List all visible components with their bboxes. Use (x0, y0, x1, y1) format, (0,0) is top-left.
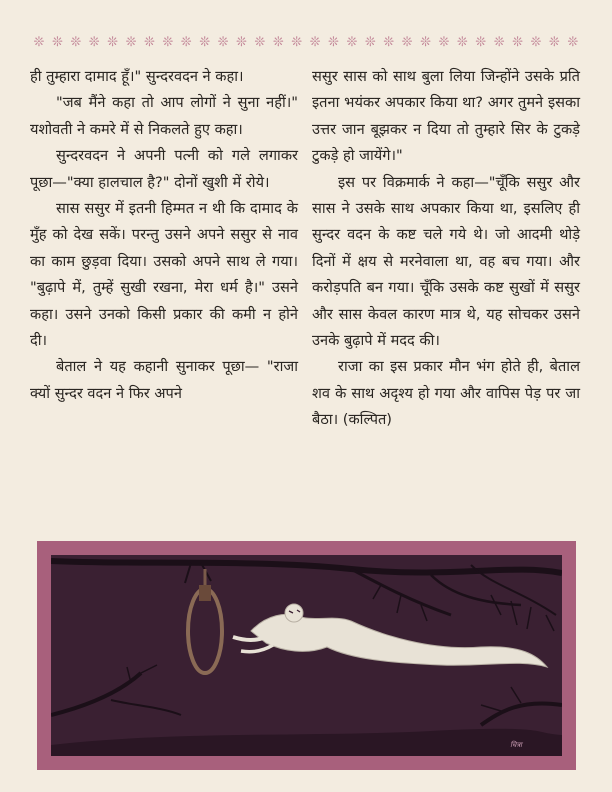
paragraph: "जब मैंने कहा तो आप लोगों ने सुना नहीं।" यशोवती ने कमरे में से निकलते हुए कहा। (30, 94, 298, 138)
paragraph: बेताल ने यह कहानी सुनाकर पूछा— "राजा क्यों सुन्दर वदन ने फिर अपने (30, 358, 298, 402)
illustration (51, 555, 562, 756)
paragraph: राजा का इस प्रकार मौन भंग होते ही, बेताल शव के साथ अदृश्य हो गया और वापिस पेड़ पर जा बैठा। (कल्पित) (312, 358, 580, 429)
illustration-frame (37, 541, 576, 770)
right-text-column (312, 64, 580, 434)
paragraph: सास ससुर में इतनी हिम्मत न थी कि दामाद के मुँह को देख सकें। परन्तु उसने अपने ससुर से नाव का काम छुड़वा दिया। उसको अपने साथ ले गया। "बुढ़ापे में, तुम्हें सुखी रखना, मेरा धर्म है।" उसने कहा। उसने उनको किसी प्रकार की कमी न होने दी। (30, 200, 298, 350)
decorative-border-strip: ❊ ❊ ❊ ❊ ❊ ❊ ❊ ❊ ❊ ❊ ❊ ❊ ❊ ❊ ❊ ❊ ❊ ❊ ❊ ❊ ❊ ❊ ❊ ❊ ❊ ❊ ❊ ❊ ❊ ❊ (33, 34, 579, 50)
paragraph: सुन्दरवदन ने अपनी पत्नी को गले लगाकर पूछा—"क्या हालचाल है?" दोनों खुशी में रोये। (30, 147, 298, 191)
paragraph: ही तुम्हारा दामाद हूँ।" सुन्दरवदन ने कहा। (30, 68, 244, 85)
artist-signature: चित्रा (510, 741, 522, 749)
vetal-tree-drawing (51, 555, 562, 756)
paragraph: इस पर विक्रमार्क ने कहा—"चूँकि ससुर और सास ने उसके साथ अपकार किया था, इसलिए ही सुन्दर वदन के कष्ट चले गये थे। जो आदमी थोड़े दिनों में क्षय से मरनेवाला था, वह बच गया। और करोड़पति बन गया। चूँकि उसके कष्ट सुखों में ससुर और सास केवल कारण मात्र थे, यह सोचकर उसने उनके बुढ़ापे में मदद की। (312, 173, 580, 350)
left-text-column (30, 64, 298, 407)
paragraph: ससुर सास को साथ बुला लिया जिन्होंने उसके प्रति इतना भयंकर अपकार किया था? अगर तुमने इसका उत्तर जान बूझकर न दिया तो तुम्हारे सिर के टुकड़े टुकड़े हो जायेंगे।" (312, 68, 580, 165)
